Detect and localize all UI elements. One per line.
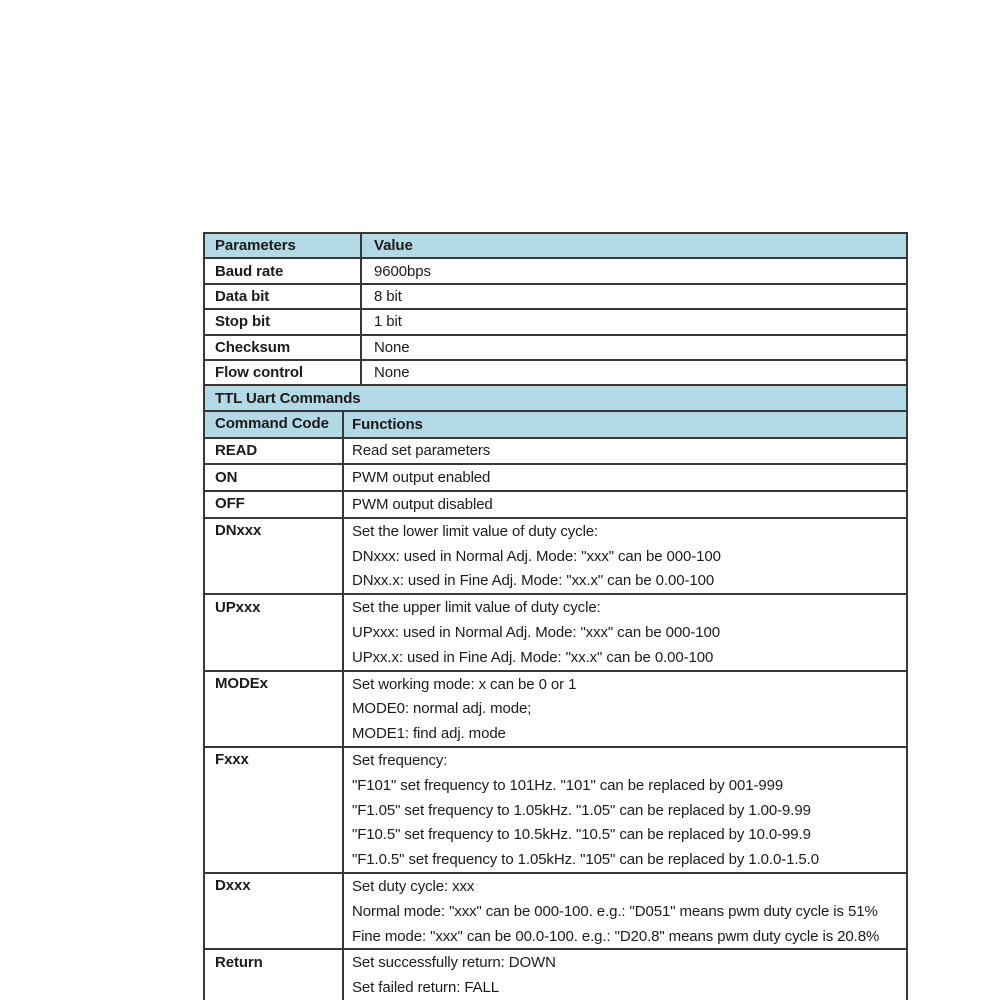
parameters-header-label: Parameters [215, 237, 296, 255]
table-row [204, 873, 907, 949]
command-code-header-cell [204, 411, 343, 438]
command-code-cell [204, 873, 343, 949]
param-name-cell [204, 360, 361, 385]
function-line: Read set parameters [352, 442, 491, 460]
function-line: MODE1: find adj. mode [352, 725, 506, 743]
command-code-cell [204, 671, 343, 747]
parameters-header-cell [204, 233, 361, 258]
commands-section-title: TTL Uart Commands [215, 389, 361, 407]
table-row [204, 284, 907, 309]
function-line: PWM output disabled [352, 496, 493, 514]
command-code: MODEx [215, 674, 268, 692]
command-code-cell [204, 438, 343, 465]
function-line: DNxx.x: used in Fine Adj. Mode: "xx.x" can be 0.00-100 [352, 572, 715, 590]
uart-spec-tables [203, 232, 908, 1000]
functions-cell [343, 949, 907, 1000]
table-row [204, 518, 907, 594]
function-line: MODE0: normal adj. mode; [352, 700, 532, 718]
table-row [204, 360, 907, 385]
param-name: Baud rate [215, 262, 284, 280]
value-header-label: Value [374, 237, 413, 255]
table-row [204, 258, 907, 283]
table-row [204, 949, 907, 1000]
functions-header-label: Functions [352, 415, 423, 433]
table-row [204, 335, 907, 360]
commands-section-header-row [204, 385, 907, 410]
function-line: Set frequency: [352, 751, 448, 769]
function-line: "F1.05" set frequency to 1.05kHz. "1.05" can be replaced by 1.00-9.99 [352, 801, 811, 819]
function-line: Normal mode: "xxx" can be 000-100. e.g.: "D051" means pwm duty cycle is 51% [352, 902, 878, 920]
functions-cell [343, 491, 907, 518]
param-name: Checksum [215, 338, 291, 356]
param-name: Flow control [215, 364, 303, 382]
value-header-cell [361, 233, 907, 258]
functions-cell [343, 873, 907, 949]
functions-cell [343, 438, 907, 465]
param-name: Data bit [215, 287, 270, 305]
commands-table [203, 384, 908, 1000]
function-line: DNxxx: used in Normal Adj. Mode: "xxx" can be 000-100 [352, 547, 721, 565]
command-code: Fxxx [215, 751, 249, 769]
param-value: None [374, 364, 410, 382]
function-line: UPxxx: used in Normal Adj. Mode: "xxx" can be 000-100 [352, 624, 721, 641]
param-value: None [374, 338, 410, 356]
functions-cell [343, 594, 907, 670]
functions-cell [343, 747, 907, 873]
table-row [204, 309, 907, 334]
param-value: 1 bit [374, 313, 402, 331]
function-line: Fine mode: "xxx" can be 00.0-100. e.g.: "D20.8" means pwm duty cycle is 20.8% [352, 927, 880, 945]
parameters-header-row [204, 233, 907, 258]
table-row [204, 671, 907, 747]
function-line: Set the upper limit value of duty cycle: [352, 599, 601, 617]
param-value-cell [361, 360, 907, 385]
param-value-cell [361, 335, 907, 360]
param-name: Stop bit [215, 313, 271, 331]
table-row [204, 594, 907, 670]
param-value: 8 bit [374, 287, 402, 305]
param-value: 9600bps [374, 262, 431, 280]
param-value-cell [361, 309, 907, 334]
function-line: PWM output enabled [352, 469, 491, 487]
param-name-cell [204, 284, 361, 309]
command-code: READ [215, 441, 258, 459]
command-code-header-label: Command Code [215, 414, 329, 432]
command-code-cell [204, 747, 343, 873]
param-name-cell [204, 258, 361, 283]
table-row [204, 438, 907, 465]
param-name-cell [204, 335, 361, 360]
command-code-cell [204, 594, 343, 670]
commands-header-row [204, 411, 907, 438]
commands-section-header [204, 385, 907, 410]
table-row [204, 491, 907, 518]
command-code: OFF [215, 495, 245, 513]
param-value-cell [361, 258, 907, 283]
command-code: ON [215, 468, 238, 486]
parameters-table [203, 232, 908, 386]
function-line: Set duty cycle: xxx [352, 877, 475, 895]
command-code: DNxxx [215, 522, 262, 540]
functions-cell [343, 671, 907, 747]
command-code: Return [215, 953, 263, 971]
command-code-cell [204, 491, 343, 518]
function-line: "F10.5" set frequency to 10.5kHz. "10.5" can be replaced by 10.0-99.9 [352, 826, 811, 844]
function-line: UPxx.x: used in Fine Adj. Mode: "xx.x" can be 0.00-100 [352, 648, 714, 666]
command-code-cell [204, 949, 343, 1000]
command-code: UPxxx [215, 598, 261, 616]
table-row [204, 464, 907, 491]
param-name-cell [204, 309, 361, 334]
function-line: "F1.0.5" set frequency to 1.05kHz. "105" can be replaced by 1.0.0-1.5.0 [352, 851, 819, 869]
function-line: Set successfully return: DOWN [352, 954, 556, 972]
function-line: Set the lower limit value of duty cycle: [352, 522, 599, 540]
function-line: Set working mode: x can be 0 or 1 [352, 675, 577, 693]
param-value-cell [361, 284, 907, 309]
function-line: Set failed return: FALL [352, 979, 499, 997]
function-line: "F101" set frequency to 101Hz. "101" can be replaced by 001-999 [352, 776, 784, 794]
command-code: Dxxx [215, 877, 251, 895]
functions-cell [343, 464, 907, 491]
table-row [204, 747, 907, 873]
command-code-cell [204, 518, 343, 594]
command-code-cell [204, 464, 343, 491]
functions-cell [343, 518, 907, 594]
functions-header-cell [343, 411, 907, 438]
